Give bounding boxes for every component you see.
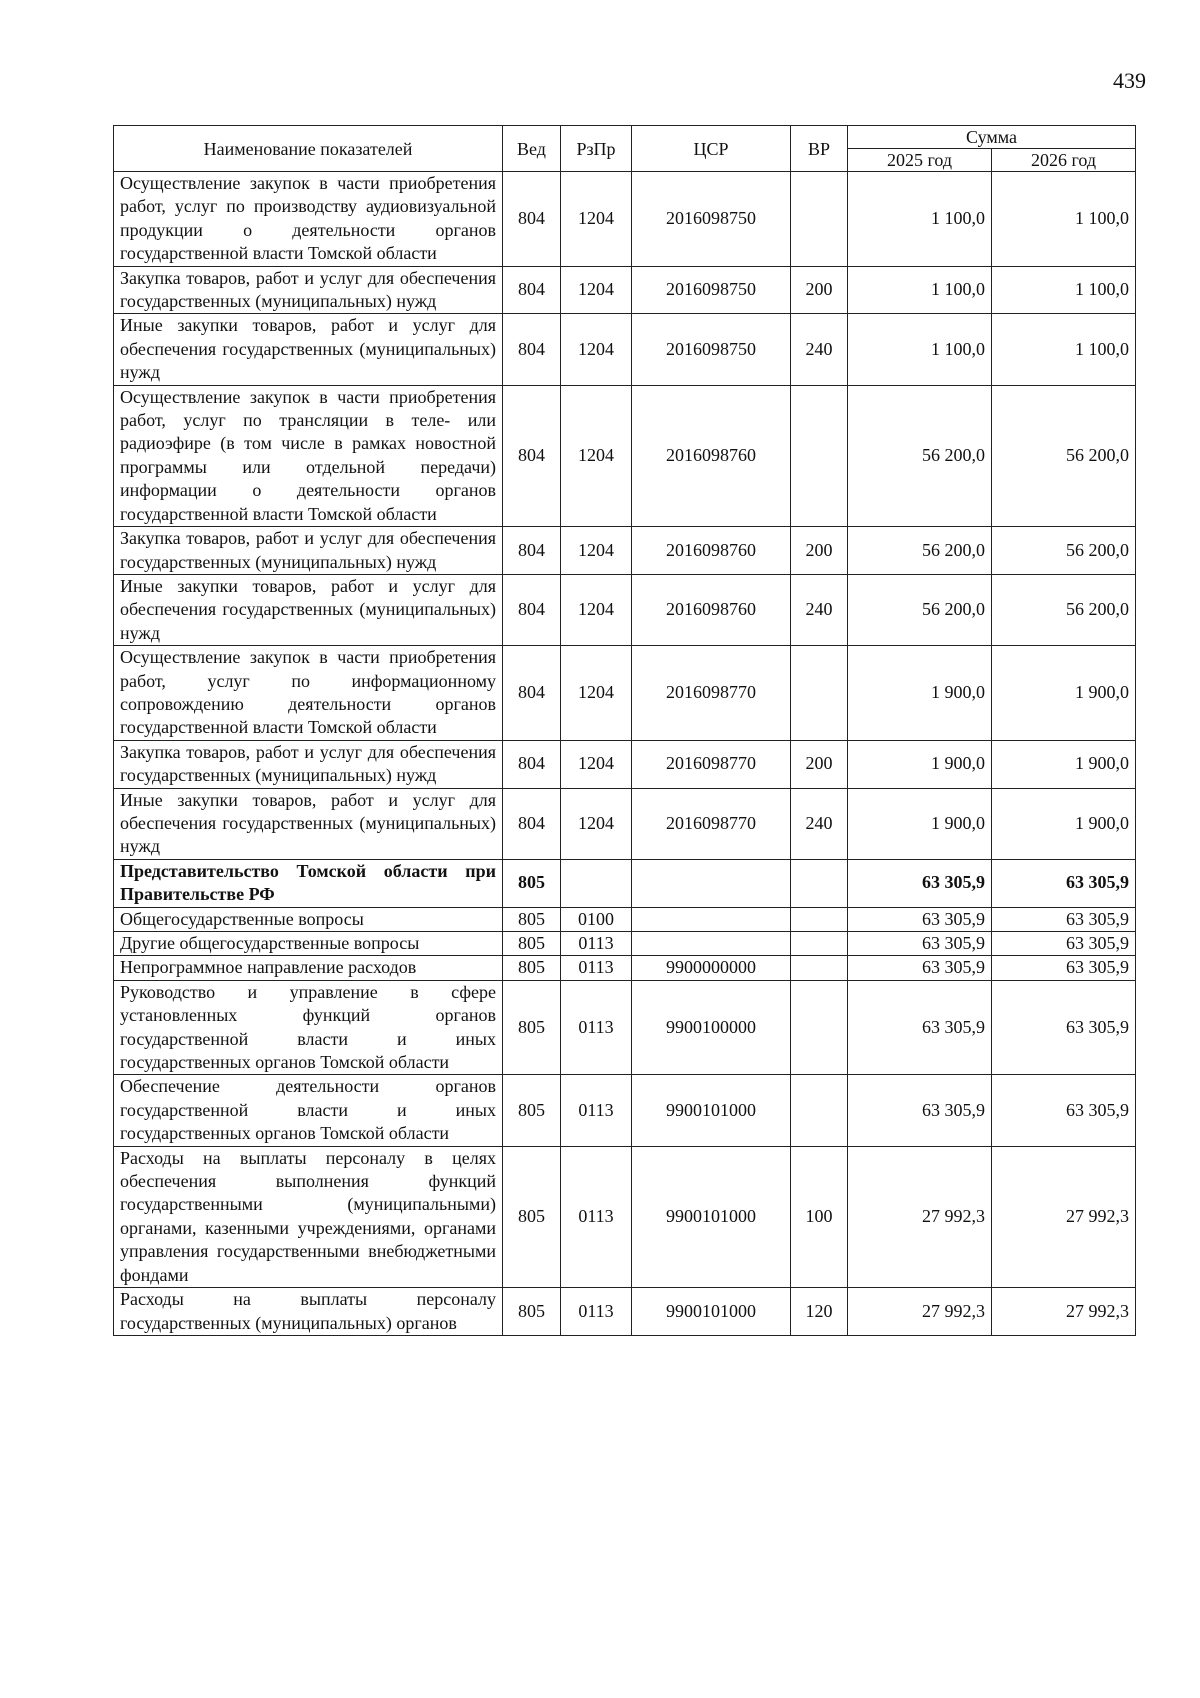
cell-ved: 805 — [503, 1288, 561, 1336]
cell-ved: 805 — [503, 907, 561, 931]
cell-csr — [632, 932, 791, 956]
cell-csr: 2016098750 — [632, 266, 791, 314]
cell-csr: 9900100000 — [632, 980, 791, 1075]
cell-csr: 2016098750 — [632, 172, 791, 267]
cell-rzpr: 1204 — [561, 385, 632, 526]
cell-vr: 240 — [791, 788, 848, 859]
cell-rzpr: 1204 — [561, 740, 632, 788]
cell-sum-2026: 1 900,0 — [992, 740, 1136, 788]
cell-rzpr: 0113 — [561, 980, 632, 1075]
table-row — [114, 907, 1136, 931]
cell-csr: 2016098750 — [632, 314, 791, 385]
page-number: 439 — [1113, 68, 1146, 93]
table-row — [114, 788, 1136, 859]
header-vr: ВР — [791, 126, 848, 172]
cell-name: Закупка товаров, работ и услуг для обеспечения государственных (муниципальных) нужд — [114, 266, 503, 314]
table-row — [114, 1146, 1136, 1287]
cell-csr: 2016098770 — [632, 646, 791, 741]
cell-rzpr: 0113 — [561, 1288, 632, 1336]
cell-name: Осуществление закупок в части приобретения работ, услуг по производству аудиовизуальной продукции о деятельности органов государственной власти Томской области — [114, 172, 503, 267]
cell-name: Расходы на выплаты персоналу государственных (муниципальных) органов — [114, 1288, 503, 1336]
cell-sum-2026: 56 200,0 — [992, 574, 1136, 645]
cell-sum-2026: 1 100,0 — [992, 314, 1136, 385]
cell-name: Обеспечение деятельности органов государственной власти и иных государственных органов Томской области — [114, 1075, 503, 1146]
cell-vr — [791, 859, 848, 907]
cell-sum-2026: 27 992,3 — [992, 1146, 1136, 1287]
cell-name: Осуществление закупок в части приобретения работ, услуг по информационному сопровождению деятельности органов государственной власти Томской области — [114, 646, 503, 741]
cell-sum-2025: 27 992,3 — [848, 1288, 992, 1336]
cell-rzpr: 0100 — [561, 907, 632, 931]
header-sum: Сумма — [848, 126, 1136, 149]
cell-ved: 805 — [503, 932, 561, 956]
cell-csr: 2016098760 — [632, 574, 791, 645]
cell-ved: 804 — [503, 574, 561, 645]
cell-sum-2026: 1 100,0 — [992, 172, 1136, 267]
cell-sum-2025: 63 305,9 — [848, 1075, 992, 1146]
cell-sum-2025: 56 200,0 — [848, 574, 992, 645]
cell-sum-2025: 1 100,0 — [848, 314, 992, 385]
table-row — [114, 932, 1136, 956]
cell-sum-2026: 63 305,9 — [992, 907, 1136, 931]
cell-ved: 805 — [503, 1146, 561, 1287]
cell-csr — [632, 907, 791, 931]
cell-name: Непрограммное направление расходов — [114, 956, 503, 980]
cell-vr — [791, 385, 848, 526]
header-name: Наименование показателей — [114, 126, 503, 172]
table-row — [114, 527, 1136, 575]
cell-rzpr: 0113 — [561, 1146, 632, 1287]
cell-rzpr: 0113 — [561, 1075, 632, 1146]
cell-vr: 200 — [791, 266, 848, 314]
cell-sum-2025: 1 900,0 — [848, 788, 992, 859]
cell-vr — [791, 907, 848, 931]
header-csr: ЦСР — [632, 126, 791, 172]
table-row — [114, 314, 1136, 385]
cell-ved: 804 — [503, 646, 561, 741]
cell-name: Руководство и управление в сфере установленных функций органов государственной власти и иных государственных органов Томской области — [114, 980, 503, 1075]
cell-ved: 804 — [503, 266, 561, 314]
cell-sum-2026: 56 200,0 — [992, 385, 1136, 526]
cell-ved: 805 — [503, 859, 561, 907]
cell-vr — [791, 172, 848, 267]
header-year-2026: 2026 год — [992, 149, 1136, 172]
cell-name: Осуществление закупок в части приобретения работ, услуг по трансляции в теле- или радиоэфире (в том числе в рамках новостной программы или отдельной передачи) информации о деятельности органов государственной власти Томской области — [114, 385, 503, 526]
cell-ved: 805 — [503, 956, 561, 980]
cell-sum-2026: 63 305,9 — [992, 1075, 1136, 1146]
table-row — [114, 646, 1136, 741]
cell-vr — [791, 956, 848, 980]
cell-rzpr: 1204 — [561, 646, 632, 741]
table-body — [114, 172, 1136, 1336]
cell-sum-2025: 1 900,0 — [848, 646, 992, 741]
cell-name: Другие общегосударственные вопросы — [114, 932, 503, 956]
cell-sum-2026: 1 100,0 — [992, 266, 1136, 314]
cell-csr: 2016098760 — [632, 527, 791, 575]
cell-name: Закупка товаров, работ и услуг для обеспечения государственных (муниципальных) нужд — [114, 740, 503, 788]
cell-csr: 2016098770 — [632, 788, 791, 859]
table-row — [114, 980, 1136, 1075]
cell-sum-2025: 27 992,3 — [848, 1146, 992, 1287]
cell-ved: 804 — [503, 314, 561, 385]
cell-sum-2026: 1 900,0 — [992, 646, 1136, 741]
cell-vr — [791, 646, 848, 741]
cell-ved: 804 — [503, 172, 561, 267]
cell-sum-2026: 63 305,9 — [992, 956, 1136, 980]
cell-csr: 9900101000 — [632, 1146, 791, 1287]
cell-vr: 240 — [791, 314, 848, 385]
cell-vr — [791, 980, 848, 1075]
cell-sum-2025: 1 100,0 — [848, 266, 992, 314]
cell-sum-2026: 1 900,0 — [992, 788, 1136, 859]
cell-name: Иные закупки товаров, работ и услуг для обеспечения государственных (муниципальных) нужд — [114, 788, 503, 859]
cell-csr: 9900101000 — [632, 1075, 791, 1146]
table-row — [114, 956, 1136, 980]
cell-sum-2025: 63 305,9 — [848, 980, 992, 1075]
cell-vr — [791, 1075, 848, 1146]
cell-rzpr: 1204 — [561, 788, 632, 859]
cell-csr: 2016098760 — [632, 385, 791, 526]
cell-sum-2025: 56 200,0 — [848, 385, 992, 526]
header-year-2025: 2025 год — [848, 149, 992, 172]
table-row — [114, 172, 1136, 267]
cell-sum-2025: 63 305,9 — [848, 932, 992, 956]
table-row — [114, 859, 1136, 907]
cell-ved: 804 — [503, 788, 561, 859]
budget-table — [113, 125, 1136, 1336]
cell-name: Общегосударственные вопросы — [114, 907, 503, 931]
cell-sum-2025: 63 305,9 — [848, 859, 992, 907]
cell-name: Иные закупки товаров, работ и услуг для обеспечения государственных (муниципальных) нужд — [114, 314, 503, 385]
table-row — [114, 740, 1136, 788]
cell-rzpr: 1204 — [561, 266, 632, 314]
cell-rzpr — [561, 859, 632, 907]
table-row — [114, 1288, 1136, 1336]
cell-vr: 100 — [791, 1146, 848, 1287]
cell-vr: 240 — [791, 574, 848, 645]
cell-sum-2025: 1 100,0 — [848, 172, 992, 267]
cell-csr: 2016098770 — [632, 740, 791, 788]
cell-sum-2026: 56 200,0 — [992, 527, 1136, 575]
header-rzpr: РзПр — [561, 126, 632, 172]
cell-ved: 805 — [503, 1075, 561, 1146]
cell-rzpr: 1204 — [561, 527, 632, 575]
cell-rzpr: 1204 — [561, 172, 632, 267]
cell-vr: 200 — [791, 740, 848, 788]
cell-ved: 804 — [503, 740, 561, 788]
table-row — [114, 574, 1136, 645]
cell-sum-2026: 63 305,9 — [992, 932, 1136, 956]
table-row — [114, 266, 1136, 314]
table-row — [114, 385, 1136, 526]
header-ved: Вед — [503, 126, 561, 172]
cell-csr: 9900000000 — [632, 956, 791, 980]
cell-name: Представительство Томской области при Правительстве РФ — [114, 859, 503, 907]
table-row — [114, 1075, 1136, 1146]
cell-ved: 804 — [503, 385, 561, 526]
cell-rzpr: 1204 — [561, 314, 632, 385]
cell-vr: 200 — [791, 527, 848, 575]
cell-sum-2026: 63 305,9 — [992, 980, 1136, 1075]
cell-sum-2025: 1 900,0 — [848, 740, 992, 788]
cell-ved: 805 — [503, 980, 561, 1075]
cell-sum-2025: 63 305,9 — [848, 956, 992, 980]
cell-csr: 9900101000 — [632, 1288, 791, 1336]
cell-rzpr: 0113 — [561, 956, 632, 980]
cell-rzpr: 1204 — [561, 574, 632, 645]
cell-sum-2026: 63 305,9 — [992, 859, 1136, 907]
cell-sum-2025: 56 200,0 — [848, 527, 992, 575]
cell-ved: 804 — [503, 527, 561, 575]
cell-rzpr: 0113 — [561, 932, 632, 956]
cell-name: Иные закупки товаров, работ и услуг для обеспечения государственных (муниципальных) нужд — [114, 574, 503, 645]
cell-name: Закупка товаров, работ и услуг для обеспечения государственных (муниципальных) нужд — [114, 527, 503, 575]
cell-vr — [791, 932, 848, 956]
table-header — [114, 126, 1136, 172]
cell-vr: 120 — [791, 1288, 848, 1336]
cell-sum-2025: 63 305,9 — [848, 907, 992, 931]
cell-name: Расходы на выплаты персоналу в целях обеспечения выполнения функций государственными (муниципальными) органами, казенными учреждениями, органами управления государственными внебюджетными фондами — [114, 1146, 503, 1287]
cell-sum-2026: 27 992,3 — [992, 1288, 1136, 1336]
cell-csr — [632, 859, 791, 907]
